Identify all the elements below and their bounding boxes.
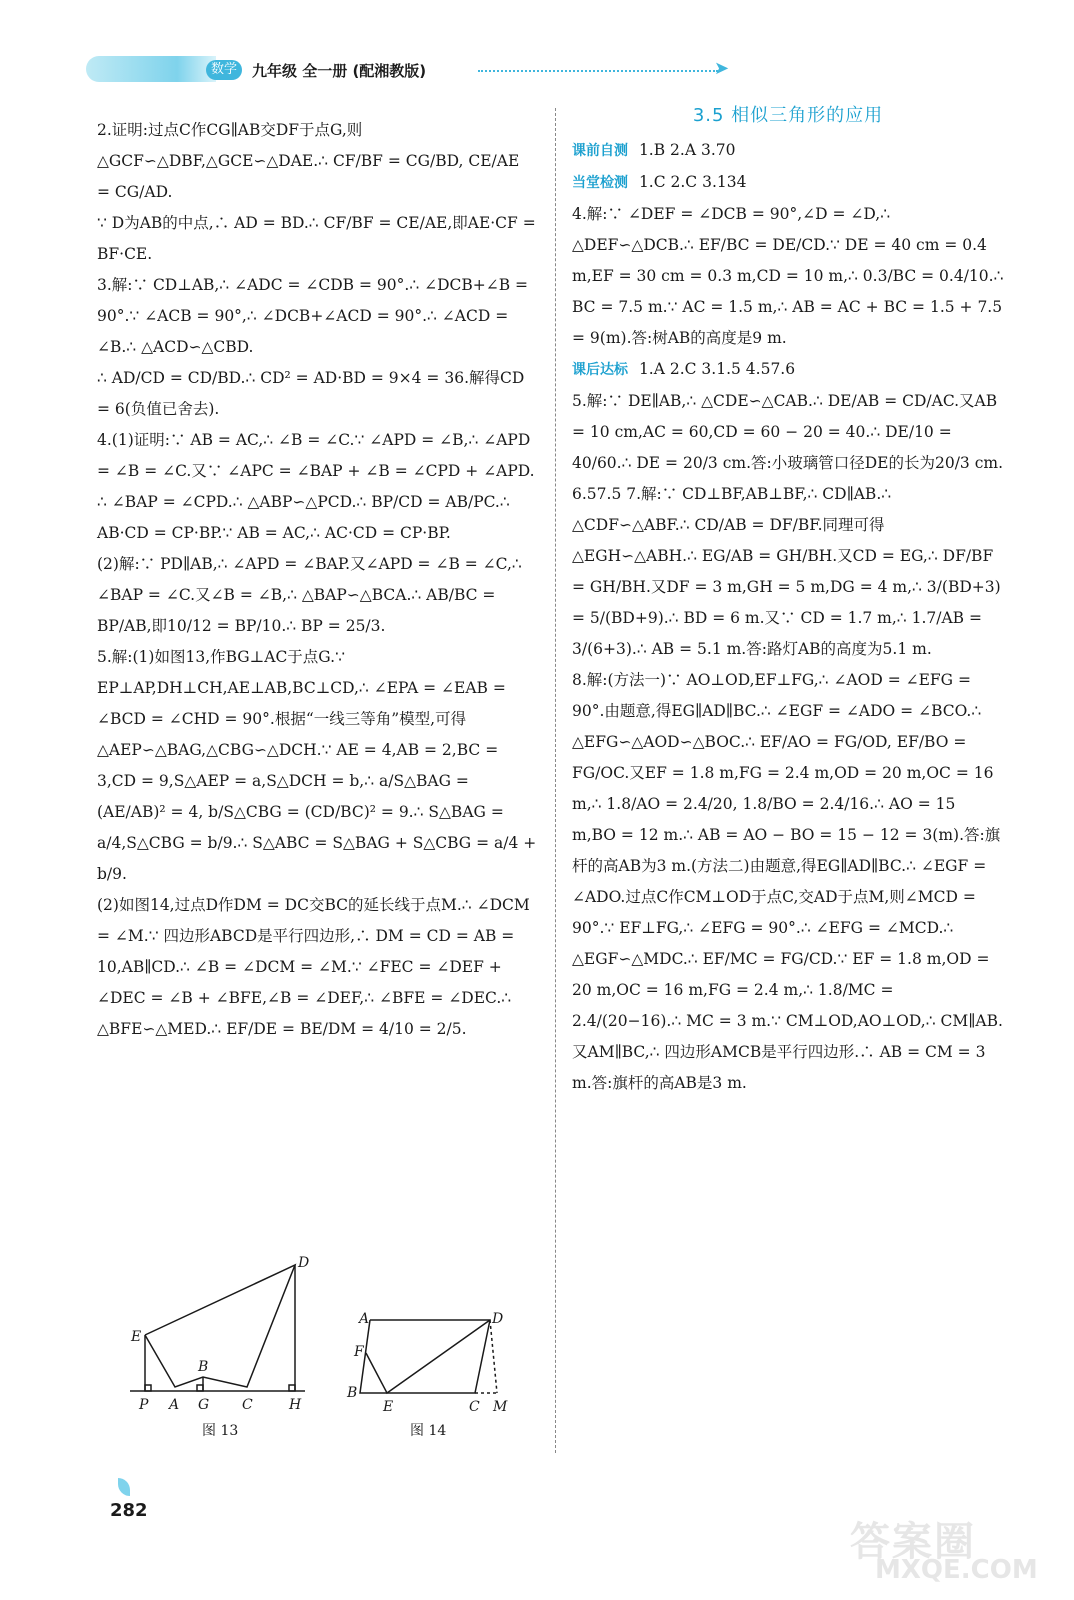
fig13-label-e: E [131,1329,142,1345]
watermark-logo: 答案圈 [850,1519,976,1565]
pre-test-tag: 课前自测 [572,143,628,159]
answer-r5: 5.解:∵ DE∥AB,∴ △CDE∽△CAB.∴ DE/AB = CD/AC.又AB = 10 cm,AC = 60,CD = 60 − 20 = 40.∴ DE/10 = 40/60.∴ DE = 20/3 cm.答:小玻璃管口径DE的长为20/3 cm. [572,392,1004,472]
fig13-label-a: A [169,1397,180,1413]
fig14-label-m: M [493,1399,508,1415]
after-test-answers: 1.A 2.C 3.1.5 4.57.6 [638,360,796,378]
pre-test-answers: 1.B 2.A 3.70 [638,141,736,159]
answer-5a: 5.解:(1)如图13,作BG⊥AC于点G.∵ EP⊥AP,DH⊥CH,AE⊥AB,BC⊥CD,∴ ∠EPA = ∠EAB = ∠BCD = ∠CHD = 90°.根据“一线三等角”模型,可得△AEP∽△BAG,△CBG∽△DCH.∵ AE = 4,AB = 2,BC = 3,CD = 9,S△AEP = a,S△DCH = b,∴ a/S△BAG = (AE/AB)² = 4, b/S△CBG = (CD/BC)² = 9.∴ S△BAG = a/4,S△CBG = b/9.∴ S△ABC = S△BAG + S△CBG = a/4 + b/9. [97,648,537,883]
pre-test-row [572,135,1004,167]
page-number: 282 [110,1500,148,1521]
answer-3a: 3.解:∵ CD⊥AB,∴ ∠ADC = ∠CDB = 90°.∴ ∠DCB+∠B = 90°.∵ ∠ACB = 90°,∴ ∠DCB+∠ACD = 90°.∴ ∠ACD = ∠B.∴ △ACD∽△CBD. [97,276,529,356]
answer-r4: 4.解:∵ ∠DEF = ∠DCB = 90°,∠D = ∠D,∴ △DEF∽△DCB.∴ EF/BC = DE/CD.∵ DE = 40 cm = 0.4 m,EF = 30 cm = 0.3 m,CD = 10 m,∴ 0.3/BC = 0.4/10.∴ BC = 7.5 m.∵ AC = 1.5 m,∴ AB = AC + BC = 1.5 + 7.5 = 9(m).答:树AB的高度是9 m. [572,205,1004,347]
header-dotted-line [478,70,718,72]
fig13-label-d: D [298,1255,310,1271]
answer-r8: 8.解:(方法一)∵ AO⊥OD,EF⊥FG,∴ ∠AOD = ∠EFG = 90°.由题意,得EG∥AD∥BC.∴ ∠EGF = ∠ADO = ∠BCO.∴ △EFG∽△AOD∽△BOC.∴ EF/AO = FG/OD, EF/BO = FG/OC.又EF = 1.8 m,FG = 2.4 m,OD = 20 m,OC = 16 m,∴ 1.8/AO = 2.4/20, 1.8/BO = 2.4/16.∴ AO = 15 m,BO = 12 m.∴ AB = AO − BO = 15 − 12 = 3(m).答:旗杆的高AB为3 m.(方法二)由题意,得EG∥AD∥BC.∴ ∠EGF = ∠ADO.过点C作CM⊥OD于点C,交AD于点M,则∠MCD = 90°.∵ EF⊥FG,∴ ∠EFG = 90°.∴ ∠EFG = ∠MCD.∴ △EGF∽△MDC.∴ EF/MC = FG/CD.∵ EF = 1.8 m,OD = 20 m,OC = 16 m,FG = 2.4 m,∴ 1.8/MC = 2.4/(20−16).∴ MC = 3 m.∵ CM⊥OD,AO⊥OD,∴ CM∥AB.又AM∥BC,∴ 四边形AMCB是平行四边形.∴ AB = CM = 3 m.答:旗杆的高AB是3 m. [572,671,1003,1092]
left-column [97,115,537,1045]
answer-4a: 4.(1)证明:∵ AB = AC,∴ ∠B = ∠C.∵ ∠APD = ∠B,∴ ∠APD = ∠B = ∠C.又∵ ∠APC = ∠BAP + ∠B = ∠CPD + ∠APD. [97,431,535,480]
answer-5b: (2)如图14,过点D作DM = DC交BC的延长线于点M.∴ ∠DCM = ∠M.∵ 四边形ABCD是平行四边形,∴ DM = CD = AB = 10,AB∥CD.∴ ∠B = ∠DCM = ∠M.∵ ∠FEC = ∠DEF + ∠DEC = ∠B + ∠BFE,∠B = ∠DEF,∴ ∠BFE = ∠DEC.∴ △BFE∽△MED.∴ EF/DE = BE/DM = 4/10 = 2/5. [97,896,530,1038]
class-test-row [572,167,1004,199]
fig14-label-b: B [347,1385,358,1401]
book-title: 九年级 全一册 (配湘教版) [252,62,427,80]
fig14-label-a: A [359,1311,370,1327]
figure-13 [125,1255,325,1430]
watermark-url: MXQE.COM [875,1555,1038,1585]
fig14-label-f: F [354,1344,364,1360]
fig14-label-d: D [492,1311,504,1327]
header-decoration [86,56,216,82]
fig13-label-p: P [139,1397,149,1413]
figure-13-caption: 图 13 [202,1423,239,1439]
answer-2b: ∵ D为AB的中点,∴ AD = BD.∴ CF/BF = CE/AE,即AE·CF = BF·CE. [97,214,536,263]
arrow-right-icon: ➤ [714,58,730,79]
subject-badge: 数学 [206,60,242,80]
column-divider [555,108,556,1453]
fig13-label-c: C [242,1397,253,1413]
fig13-label-b: B [198,1359,209,1375]
after-test-tag: 课后达标 [572,362,628,378]
answer-4c: (2)解:∵ PD∥AB,∴ ∠APD = ∠BAP.又∠APD = ∠B = ∠C,∴ ∠BAP = ∠C.又∠B = ∠B,∴ △BAP∽△BCA.∴ AB/BC = BP/AB,即10/12 = BP/10.∴ BP = 25/3. [97,555,522,635]
answer-3b: ∴ AD/CD = CD/BD.∴ CD² = AD·BD = 9×4 = 36.解得CD = 6(负值已舍去). [97,369,525,418]
fig14-label-c: C [469,1399,480,1415]
figure-14 [345,1305,515,1420]
page-leaf-icon [118,1478,130,1496]
fig14-label-e: E [383,1399,394,1415]
class-test-tag: 当堂检测 [572,175,628,191]
fig13-label-g: G [198,1397,210,1413]
fig13-label-h: H [289,1397,302,1413]
answer-4b: ∴ ∠BAP = ∠CPD.∴ △ABP∽△PCD.∴ BP/CD = AB/PC.∴ AB·CD = CP·BP.∵ AB = AC,∴ AC·CD = CP·BP. [97,493,510,542]
after-test-row [572,354,1004,386]
answer-2a: 2.证明:过点C作CG∥AB交DF于点G,则△GCF∽△DBF,△GCE∽△DAE.∴ CF/BF = CG/BD, CE/AE = CG/AD. [97,121,520,201]
figure-14-caption: 图 14 [410,1423,447,1439]
right-column [572,100,1004,1099]
section-title: 3.5 相似三角形的应用 [692,105,884,126]
answer-r67: 6.57.5 7.解:∵ CD⊥BF,AB⊥BF,∴ CD∥AB.∴ △CDF∽△ABF.∴ CD/AB = DF/BF.同理可得△EGH∽△ABH.∴ EG/AB = GH/BH.又CD = EG,∴ DF/BF = GH/BH.又DF = 3 m,GH = 5 m,DG = 4 m,∴ 3/(BD+3) = 5/(BD+9).∴ BD = 6 m.又∵ CD = 1.7 m,∴ 1.7/AB = 3/(6+3).∴ AB = 5.1 m.答:路灯AB的高度为5.1 m. [572,485,1001,658]
class-test-answers: 1.C 2.C 3.134 [638,173,747,191]
